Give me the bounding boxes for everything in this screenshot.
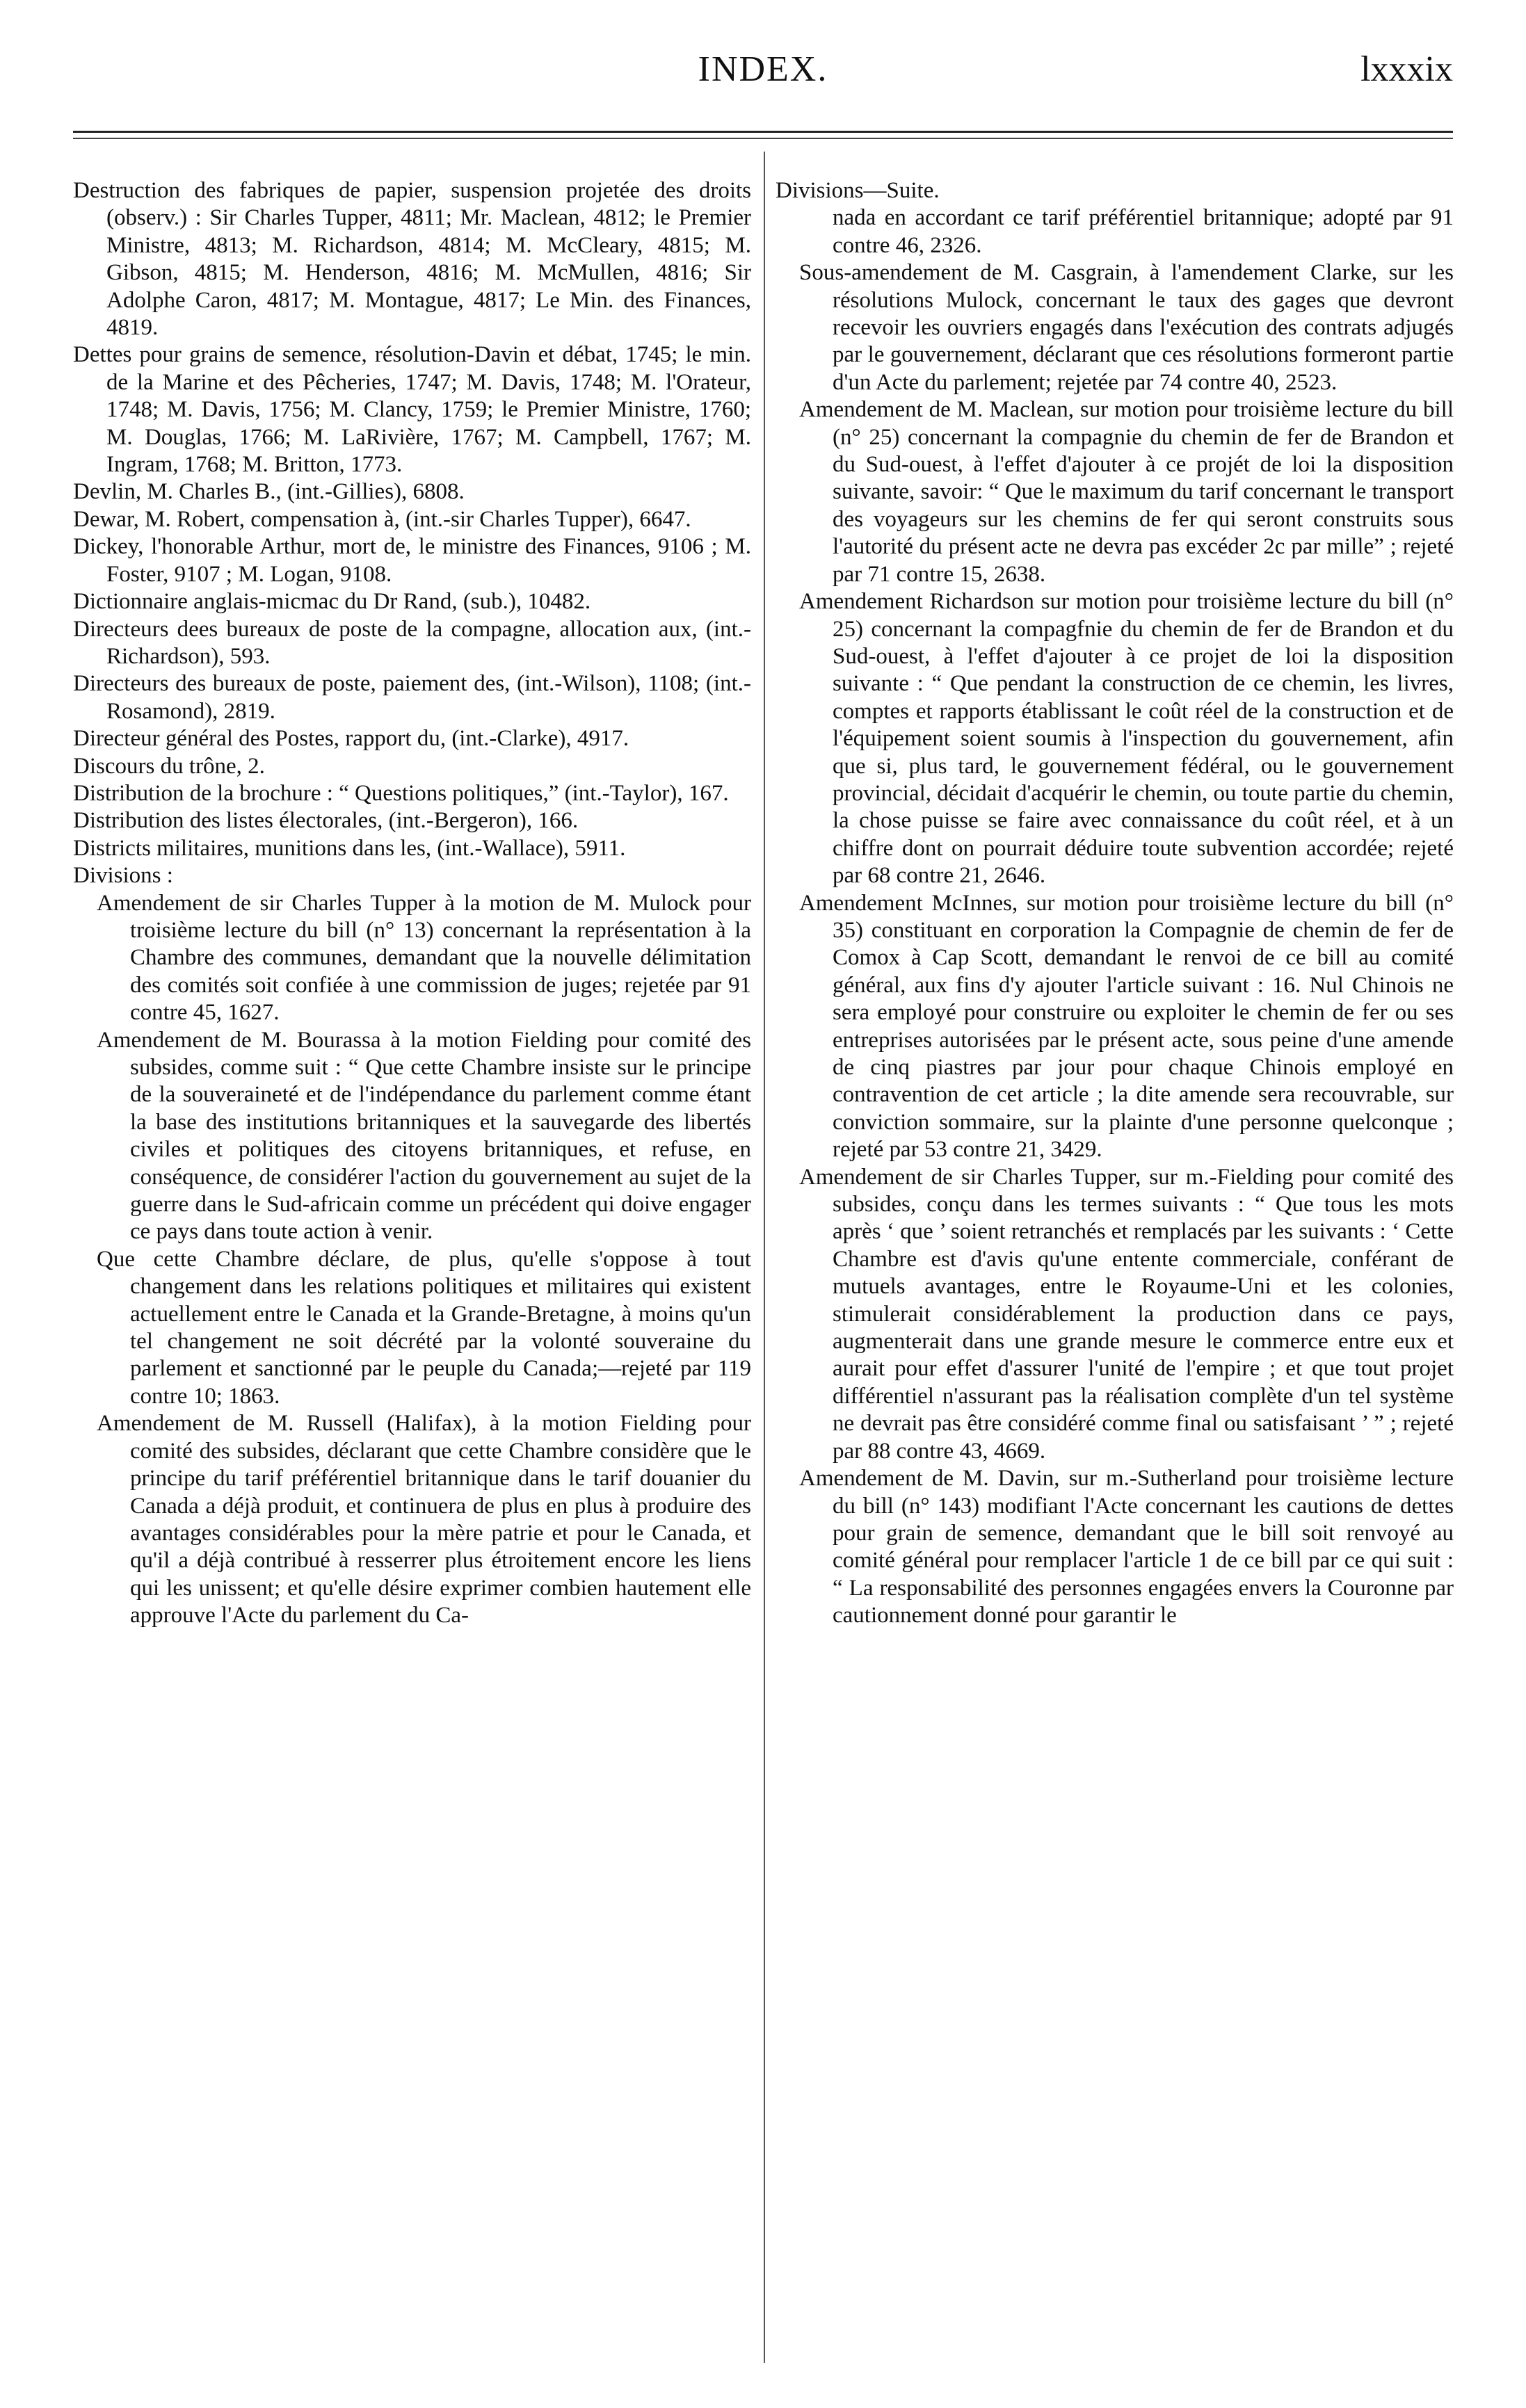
index-subentry: Amendement de M. Russell (Halifax), à la motion Fielding pour comité des subsides, déclarant que cette Chambre considère que le principe du tarif préférentiel britannique dans le tarif douanier du Canada a déjà produit, et continuera de plus en plus à produire des avantages considérables pour la mère patrie et pour le Canada, et qu'il a déjà contribué à resserrer plus étroitement encore les liens qui les unissent; et qu'elle désire exprimer combien hautement elle approuve l'Acte du parlement du Ca- (97, 1411, 751, 1629)
index-subentry: Amendement de M. Davin, sur m.-Sutherland pour troisième lecture du bill (n° 143) modifiant l'Acte concernant les cautions de dettes pour grain de semence, demandant que le bill soit renvoyé au comité général pour remplacer l'article 1 de ce bill par ce qui suit : “ La responsabilité des personnes engagées envers la Couronne par cautionnement donné pour garantir le (799, 1466, 1454, 1629)
index-entry: Dewar, M. Robert, compensation à, (int.-sir Charles Tupper), 6647. (73, 506, 691, 532)
index-entry: Dettes pour grains de semence, résolution-Davin et débat, 1745; le min. de la Marine et des Pêcheries, 1747; M. Davis, 1748; M. l'Orateur, 1748; M. Davis, 1756; M. Clancy, 1759; le Premier Ministre, 1760; M. Douglas, 1766; M. LaRivière, 1767; M. Campbell, 1767; M. Ingram, 1768; M. Britton, 1773. (73, 342, 751, 478)
index-subentry: Amendement Richardson sur motion pour troisième lecture du bill (n° 25) concernant la compagfnie du chemin de fer de Brandon et du Sud-ouest, à l'effet d'ajouter à ce projet de loi la disposition suivante : “ Que pendant la construction de ce chemin, les livres, comptes et rapports établissant le coût réel de la construction et de l'équipement soient soumis à l'inspection du gouvernement, afin que si, plus tard, le gouvernement fédéral, ou le gouvernement provincial, décidait d'acquérir le chemin, ou toute partie du chemin, la chose puisse se faire avec connaissance du coût réel, et à un chiffre dont on pourrait déduire toute subvention accordée; rejeté par 68 contre 21, 2646. (799, 589, 1454, 889)
index-subentry: Amendement de M. Bourassa à la motion Fielding pour comité des subsides, comme suit : “ Que cette Chambre insiste sur le principe de la souveraineté et de l'indépendance du parlement comme étant la base des institutions britanniques et la sauvegarde des libertés civiles et politiques des citoyens britanniques, et refuse, en conséquence, de considérer l'action du gouvernement au sujet de la guerre dans le Sud-africain comme un précédent qui doive engager ce pays dans toute action à venir. (97, 1027, 751, 1245)
page-title: INDEX. (698, 49, 828, 89)
index-entry: Directeurs dees bureaux de poste de la compagne, allocation aux, (int.-Richardson), 593. (73, 616, 751, 669)
index-entry: Distribution des listes électorales, (int.-Bergeron), 166. (73, 808, 579, 834)
index-entry: Districts militaires, munitions dans les, (int.-Wallace), 5911. (73, 835, 626, 861)
index-subentry: Amendement de sir Charles Tupper à la motion de M. Mulock pour troisième lecture du bill (n° 13) concernant la représentation à la Chambre des communes, demandant que la nouvelle délimitation des comités soit confiée à une commission de juges; rejetée par 91 contre 45, 1627. (97, 890, 751, 1026)
index-entry: Dictionnaire anglais-micmac du Dr Rand, (sub.), 10482. (73, 589, 591, 615)
index-subentry: Amendement de M. Maclean, sur motion pour troisième lecture du bill (n° 25) concernant la compagnie du chemin de fer de Brandon et du Sud-ouest, à l'effet d'ajouter à ce projét de loi la disposition suivante, savoir: “ Que le maximum du tarif concernant le transport des voyageurs sur les chemins de fer qui seront construits sous l'autorité du présent acte ne devra pas excéder 2c par mille” ; rejeté par 71 contre 15, 2638. (799, 397, 1454, 587)
header-rule-top (73, 131, 1453, 133)
index-entry-divisions: Divisions : (73, 863, 173, 889)
page-number: lxxxix (1360, 49, 1453, 89)
continued-heading: Divisions—Suite. (776, 178, 940, 203)
index-entry: Dickey, l'honorable Arthur, mort de, le ministre des Finances, 9106 ; M. Foster, 9107 ; M. Logan, 9108. (73, 534, 751, 587)
index-entry: Devlin, M. Charles B., (int.-Gillies), 6808. (73, 479, 465, 505)
index-subentry: Que cette Chambre déclare, de plus, qu'elle s'oppose à tout changement dans les relations politiques et militaires qui existent actuellement entre le Canada et la Grande-Bretagne, à moins qu'un tel changement ne soit décrété par la volonté souveraine du parlement et sanctionné par le peuple du Canada;—rejeté par 119 contre 10; 1863. (97, 1246, 751, 1409)
index-entry: Discours du trône, 2. (73, 753, 265, 779)
index-entry: Directeur général des Postes, rapport du, (int.-Clarke), 4917. (73, 726, 629, 752)
left-column (73, 177, 751, 1630)
right-column (776, 177, 1454, 1630)
header-rule-bottom (73, 138, 1453, 139)
column-separator (764, 152, 765, 2363)
index-subentry-continuation: nada en accordant ce tarif préférentiel britannique; adopté par 91 contre 46, 2326. (833, 205, 1454, 258)
index-subentry: Amendement McInnes, sur motion pour troisième lecture du bill (n° 35) constituant en corporation la Compagnie de chemin de fer de Comox à Cap Scott, demandant le renvoi de ce bill au comité général, aux fins d'y ajouter l'article suivant : 16. Nul Chinois ne sera employé pour construire ou exploiter le chemin de fer ou ses entreprises autorisées par le présent acte, sous peine d'une amende de cinq piastres par jour pour chaque Chinois employé en contravention de cet article ; la dite amende sera recouvrable, sur conviction sommaire, sur la plainte d'une personne quelconque ; rejeté par 53 contre 21, 3429. (799, 890, 1454, 1163)
index-entry: Destruction des fabriques de papier, suspension projetée des droits (observ.) : Sir Charles Tupper, 4811; Mr. Maclean, 4812; le Premier Ministre, 4813; M. Richardson, 4814; M. McCleary, 4815; M. Gibson, 4815; M. Henderson, 4816; M. McMullen, 4816; Sir Adolphe Caron, 4817; M. Montague, 4817; Le Min. des Finances, 4819. (73, 178, 751, 341)
index-subentry: Sous-amendement de M. Casgrain, à l'amendement Clarke, sur les résolutions Mulock, concernant le taux des gages que devront recevoir les ouvriers engagés dans l'exécution des contrats adjugés par le gouvernement, déclarant que ces résolutions formeront partie d'un Acte du parlement; rejetée par 74 contre 40, 2523. (799, 260, 1454, 395)
index-entry: Distribution de la brochure : “ Questions politiques,” (int.-Taylor), 167. (73, 780, 729, 806)
page-header (73, 49, 1453, 104)
index-subentry: Amendement de sir Charles Tupper, sur m.-Fielding pour comité des subsides, conçu dans les termes suivants : “ Que tous les mots après ‘ que ’ soient retranchés et remplacés par les suivants : ‘ Cette Chambre est d'avis qu'une entente commerciale, conférant de mutuels avantages, entre le Royaume-Uni et les colonies, stimulerait considérablement la production dans ce pays, augmenterait dans une grande mesure le commerce entre eux et aurait pour effet d'assurer l'unité de l'empire ; et que tout projet différentiel n'assurant pas la réalisation complète d'un tel système ne devrait pas être considéré comme final ou satisfaisant ’ ” ; rejeté par 88 contre 43, 4669. (799, 1164, 1454, 1464)
index-entry: Directeurs des bureaux de poste, paiement des, (int.-Wilson), 1108; (int.-Rosamond), 2819. (73, 671, 751, 724)
